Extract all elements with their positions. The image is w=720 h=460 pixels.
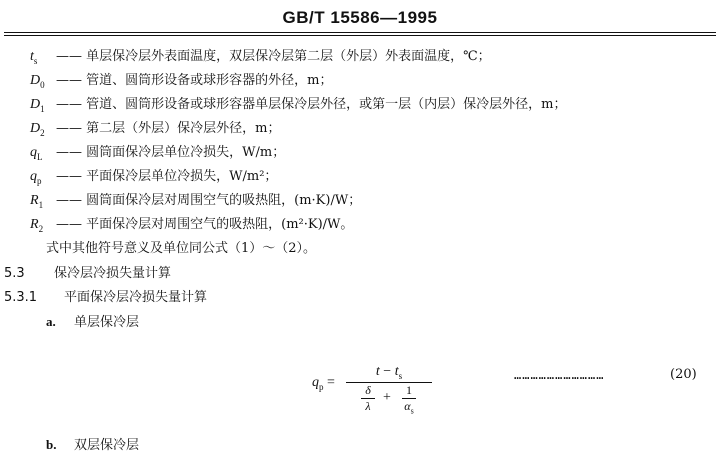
item-title: 双层保冷层 xyxy=(74,438,140,453)
definition-symbol: $R_1$ xyxy=(30,193,44,210)
definition-symbol: $D_2$ xyxy=(30,121,45,138)
formula-number: (20) xyxy=(670,367,697,382)
item-mark: b. xyxy=(46,437,57,452)
formula-fraction-bar xyxy=(346,382,432,383)
header-rule-bottom xyxy=(4,35,716,36)
page-header-title: GB/T 15586—1995 xyxy=(282,8,438,27)
definition-text: —— 第二层（外层）保冷层外径，m； xyxy=(56,121,281,136)
section-heading-5-3 xyxy=(4,265,171,283)
definition-symbol: $R_2$ xyxy=(30,217,44,234)
definition-symbol: $q_p$ xyxy=(30,169,42,186)
formula-leader-dots: …………………………… xyxy=(514,368,605,382)
definition-text: —— 管道、圆筒形设备或球形容器的外径，m； xyxy=(56,73,333,88)
definition-text: —— 圆筒面保冷层单位冷损失，W/m； xyxy=(56,145,286,160)
definition-symbol: $t_s$ xyxy=(30,49,38,66)
formula-lhs: $q_p$ = xyxy=(312,375,335,392)
item-title: 单层保冷层 xyxy=(74,315,140,330)
definition-symbol: $D_1$ xyxy=(30,97,45,114)
formula-numerator: $t - t_s$ xyxy=(375,364,403,381)
definition-text: —— 平面保冷层对周围空气的吸热阻，(m²·K)/W。 xyxy=(56,217,354,232)
definition-symbol: $D_0$ xyxy=(30,73,45,90)
section-heading-5-3-1 xyxy=(4,289,207,307)
item-a-single-layer xyxy=(46,313,139,332)
symbol-note: 式中其他符号意义及单位同公式（1）～（2）。 xyxy=(46,241,317,256)
section-title: 平面保冷层冷损失量计算 xyxy=(64,290,208,305)
definition-text: —— 单层保冷层外表面温度，双层保冷层第二层（外层）外表面温度，℃； xyxy=(56,49,491,64)
section-title: 保冷层冷损失量计算 xyxy=(54,266,172,281)
section-number: 5.3.1 xyxy=(4,290,38,305)
item-b-double-layer xyxy=(46,436,139,455)
section-number: 5.3 xyxy=(4,266,25,281)
definition-symbol: $q_L$ xyxy=(30,145,43,162)
item-mark: a. xyxy=(46,314,56,329)
formula-plus: + xyxy=(383,390,391,405)
definition-text: —— 圆筒面保冷层对周围空气的吸热阻，(m·K)/W； xyxy=(56,193,362,208)
header-rule-top xyxy=(4,32,716,33)
definition-text: —— 平面保冷层单位冷损失，W/m²； xyxy=(56,169,278,184)
formula-denominator: δ λ + 1 $\alpha_s$ xyxy=(346,385,432,415)
definition-text: —— 管道、圆筒形设备或球形容器单层保冷层外径，或第一层（内层）保冷层外径，m； xyxy=(56,97,567,112)
